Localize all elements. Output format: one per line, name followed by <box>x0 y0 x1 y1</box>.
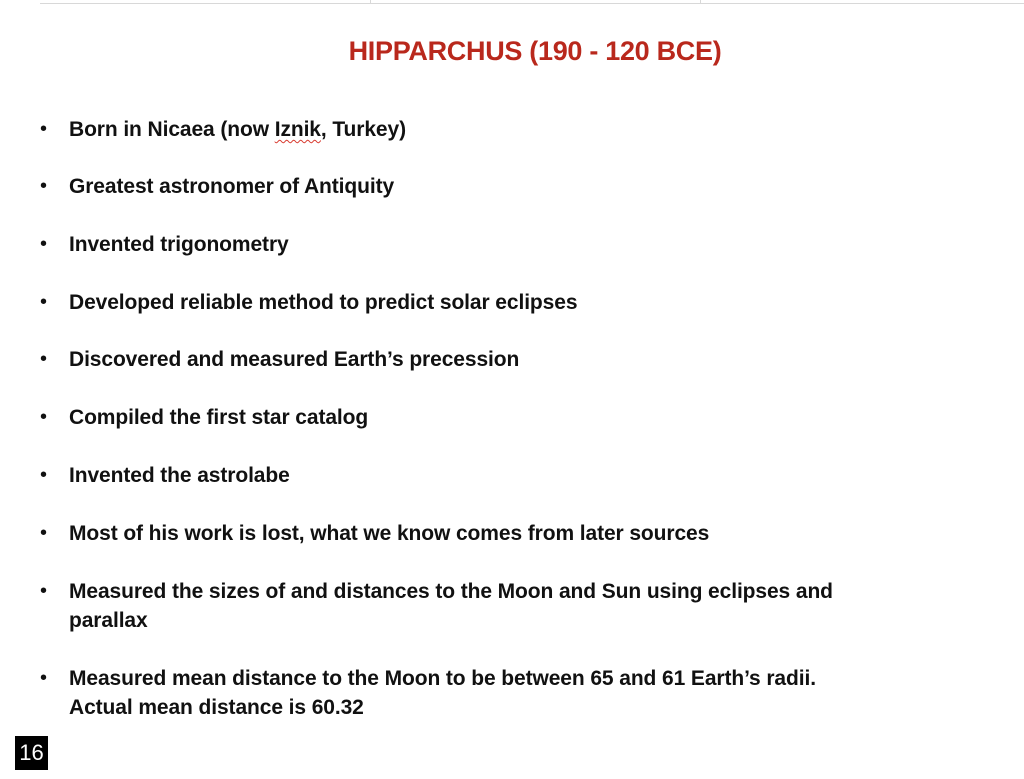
bullet-text: Invented trigonometry <box>69 233 289 256</box>
bullet-text: Discovered and measured Earth’s precession <box>69 348 520 371</box>
bullet-text <box>69 577 989 635</box>
bullet-line: Actual mean distance is 60.32 <box>69 696 364 719</box>
top-divider <box>40 0 1024 4</box>
bullet-icon: • <box>40 233 48 255</box>
bullet-line: Measured the sizes of and distances to the Moon and Sun using eclipses and <box>69 580 833 603</box>
bullet-line: parallax <box>69 609 148 632</box>
page-number: 16 <box>15 736 48 770</box>
slide-title: HIPPARCHUS (190 - 120 BCE) <box>348 36 722 66</box>
bullet-text: Invented the astrolabe <box>69 464 290 487</box>
bullet-icon: • <box>40 522 48 544</box>
bullet-text <box>69 664 989 722</box>
bullet-text-part: , Turkey) <box>320 118 406 141</box>
bullet-icon: • <box>40 348 48 370</box>
bullet-text: Developed reliable method to predict solar eclipses <box>69 291 578 314</box>
bullet-icon: • <box>40 118 48 140</box>
bullet-text-part: Born in Nicaea (now <box>69 118 275 141</box>
divider-tick <box>700 0 701 4</box>
bullet-text: Compiled the first star catalog <box>69 406 369 429</box>
bullet-text: Most of his work is lost, what we know comes from later sources <box>69 522 710 545</box>
bullet-icon: • <box>40 291 48 313</box>
bullet-icon: • <box>40 406 48 428</box>
divider-tick <box>370 0 371 4</box>
bullet-text: Greatest astronomer of Antiquity <box>69 175 395 198</box>
bullet-line: Measured mean distance to the Moon to be between 65 and 61 Earth’s radii. <box>69 667 816 690</box>
bullet-text <box>69 115 989 144</box>
bullet-icon: • <box>40 464 48 486</box>
bullet-icon: • <box>40 580 48 602</box>
bullet-icon: • <box>40 667 48 689</box>
misspelled-word[interactable]: Iznik <box>274 118 321 141</box>
bullet-icon: • <box>40 175 48 197</box>
